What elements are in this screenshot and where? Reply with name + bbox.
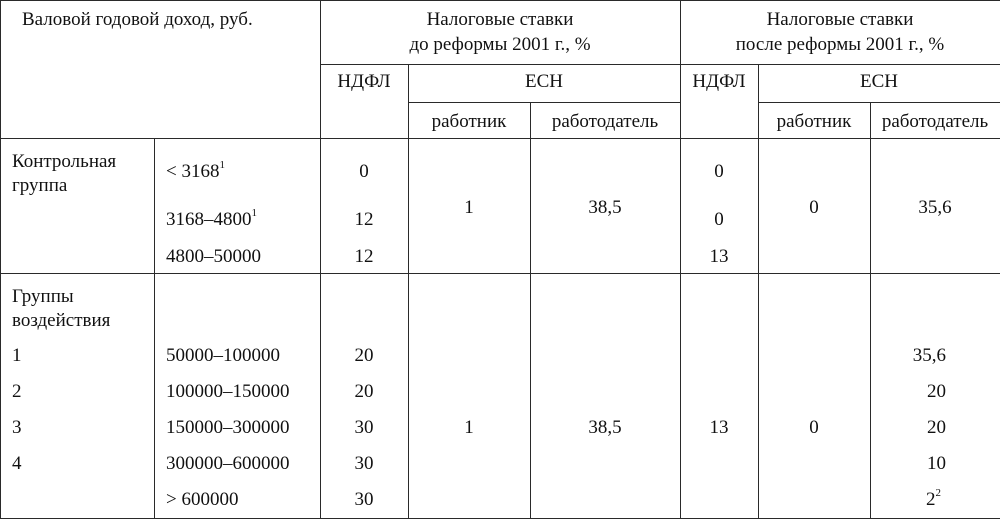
control-group-label-line2: группа: [12, 175, 68, 196]
impact-esn-worker-before: 1: [464, 417, 474, 438]
control-esn-employer-before: 38,5: [588, 197, 622, 218]
impact-ndfl-before-4: 30: [354, 453, 374, 474]
control-range-2: 3168–4800$^1$: [166, 206, 257, 230]
impact-range-5: > 600000: [166, 489, 239, 510]
impact-employer-after-4: 10: [927, 453, 946, 474]
before-header-line2: до реформы 2001 г., %: [409, 34, 591, 55]
rule-worker-employer-before: [530, 102, 531, 519]
impact-ndfl-before-2: 20: [354, 381, 374, 402]
control-ndfl-before-2: 12: [354, 209, 374, 230]
rule-esn-before-sub: [408, 102, 680, 103]
after-header-line2: после реформы 2001 г., %: [735, 34, 945, 55]
impact-row-num-1: 1: [12, 345, 22, 366]
impact-row-num-4: 4: [12, 453, 22, 474]
control-ndfl-after-3: 13: [709, 246, 729, 267]
control-group-label-line1: Контрольная: [12, 151, 117, 172]
control-esn-employer-after: 35,6: [918, 197, 952, 218]
income-header: Валовой годовой доход, руб.: [22, 9, 253, 30]
impact-esn-worker-after: 0: [809, 417, 819, 438]
impact-ndfl-before-3: 30: [354, 417, 374, 438]
border-left: [0, 0, 1, 519]
control-range-3: 4800–50000: [166, 246, 261, 267]
worker-after-header: работник: [776, 111, 852, 132]
rule-group-divider: [0, 273, 1000, 274]
esn-before-header: ЕСН: [525, 71, 563, 92]
control-ndfl-before-1: 0: [359, 161, 369, 182]
control-ndfl-after-2: 0: [714, 209, 724, 230]
impact-row-num-3: 3: [12, 417, 22, 438]
impact-employer-after-3: 20: [927, 417, 946, 438]
rule-esn-after-sub: [758, 102, 1000, 103]
impact-group-label-line2: воздействия: [12, 310, 111, 331]
rule-label-range: [154, 138, 155, 519]
impact-ndfl-before-5: 30: [354, 489, 374, 510]
impact-group-label-line1: Группы: [12, 286, 74, 307]
impact-ndfl-after: 13: [709, 417, 729, 438]
rule-header-mid: [320, 64, 1000, 65]
esn-after-header: ЕСН: [860, 71, 898, 92]
control-esn-worker-after: 0: [809, 197, 819, 218]
after-header-line1: Налоговые ставки: [766, 9, 914, 30]
impact-ndfl-before-1: 20: [354, 345, 374, 366]
rule-header-bottom: [0, 138, 1000, 139]
control-range-1: < $3168^1$: [166, 158, 225, 182]
worker-before-header: работник: [431, 111, 507, 132]
control-esn-worker-before: 1: [464, 197, 474, 218]
impact-employer-after-5: $2^2$: [926, 486, 941, 510]
impact-employer-after-1: 35,6: [912, 345, 946, 366]
ndfl-after-header: НДФЛ: [692, 71, 746, 92]
control-ndfl-before-3: 12: [354, 246, 374, 267]
impact-range-1: 50000–100000: [166, 345, 280, 366]
impact-row-num-2: 2: [12, 381, 22, 402]
ndfl-before-header: НДФЛ: [337, 71, 391, 92]
impact-range-4: 300000–600000: [166, 453, 290, 474]
before-header-line1: Налоговые ставки: [426, 9, 574, 30]
impact-range-2: 100000–150000: [166, 381, 290, 402]
impact-esn-employer-before: 38,5: [588, 417, 622, 438]
impact-range-3: 150000–300000: [166, 417, 290, 438]
border-top: [0, 0, 1000, 1]
border-bottom: [0, 518, 1000, 519]
control-ndfl-after-1: 0: [714, 161, 724, 182]
employer-before-header: работодатель: [551, 111, 659, 132]
impact-employer-after-2: 20: [927, 381, 946, 402]
employer-after-header: работодатель: [881, 111, 989, 132]
